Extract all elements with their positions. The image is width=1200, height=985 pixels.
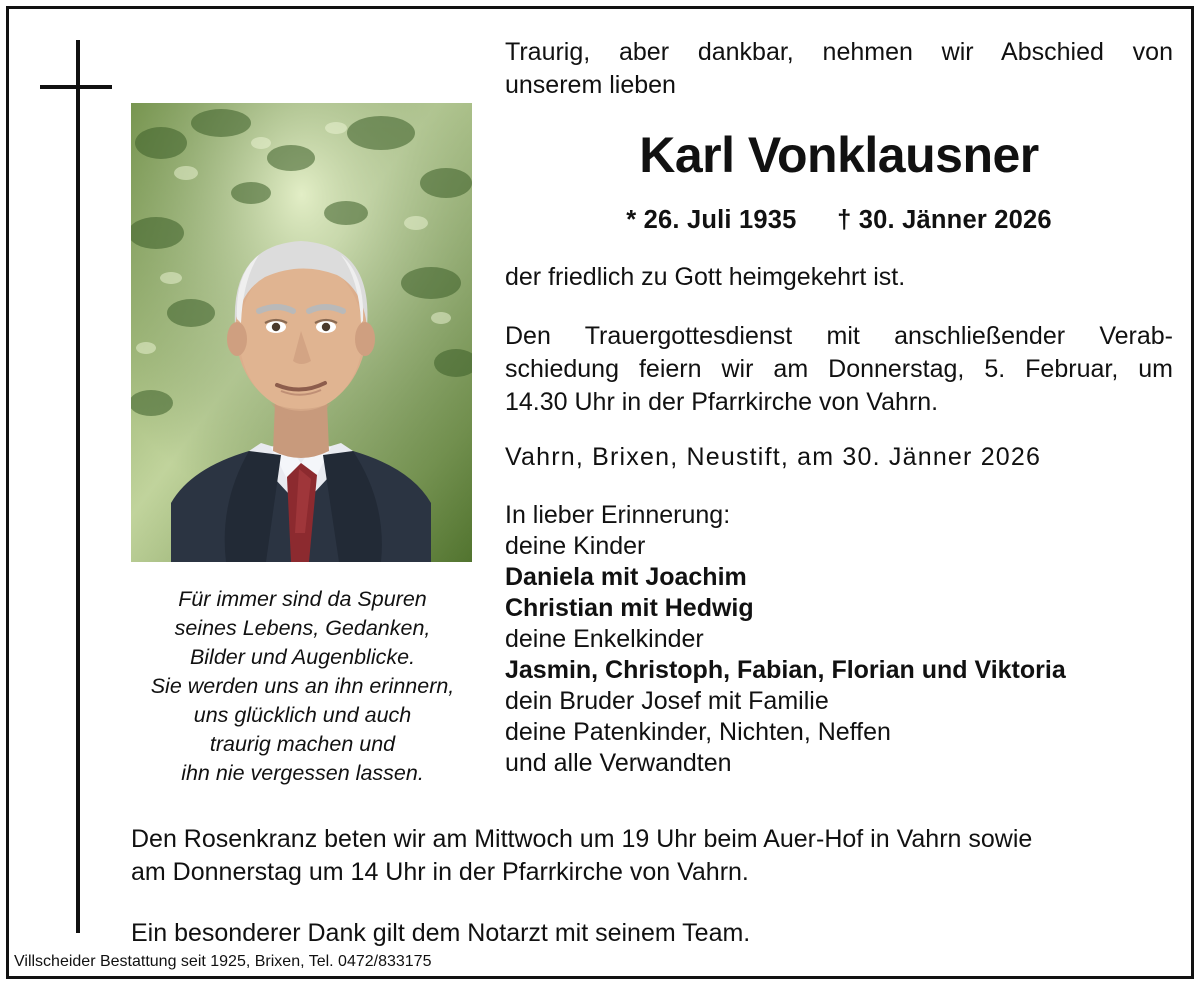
cross-vertical-bar [76,40,80,933]
passing-line: der friedlich zu Gott heimgekehrt ist. [505,263,906,291]
death-date: † 30. Jänner 2026 [837,206,1052,234]
memory-line: deine Kinder [505,532,646,560]
bottom-notes [131,823,1171,950]
rosary-line-2: am Donnerstag um 14 Uhr in der Pfarrkirche von Vahrn. [131,858,749,886]
memory-line: und alle Verwandten [505,749,732,777]
memory-line: deine Patenkinder, Nichten, Neffen [505,718,891,746]
memory-line: deine Enkelkinder [505,625,704,653]
deceased-name: Karl Vonklausner [639,127,1039,183]
life-dates [505,206,1173,235]
memory-line [505,593,1173,624]
memory-name: Daniela mit Joachim [505,563,747,591]
rosary-line-1: Den Rosenkranz beten wir am Mittwoch um 19 Uhr beim Auer-Hof in Vahrn sowie [131,825,1033,853]
survivors-list [505,500,1173,779]
portrait-photo [131,103,472,562]
cross-symbol [40,40,112,940]
verse-line: Für immer sind da Spuren [178,587,427,611]
verse-line: Sie werden uns an ihn erinnern, [150,674,455,698]
memory-name: Jasmin, Christoph, Fabian, Florian und Viktoria [505,656,1066,684]
intro-line-1: Traurig, aber dankbar, nehmen wir Abschied von [505,38,1173,66]
verse-line: Bilder und Augenblicke. [189,645,416,669]
memory-line [505,562,1173,593]
service-line-1: Den Trauergottesdienst mit anschließender Verab- [505,322,1173,350]
intro-text [505,36,1173,102]
service-line-2: schiedung feiern wir am Donnerstag, 5. Februar, um [505,355,1173,383]
birth-date: * 26. Juli 1935 [626,206,797,234]
verse-line: traurig machen und [209,732,396,756]
thanks-note: Ein besonderer Dank gilt dem Notarzt mit seinem Team. [131,919,751,947]
memory-name: Christian mit Hedwig [505,594,754,622]
notice-text-column [505,36,1173,779]
rosary-note [131,823,1171,889]
memorial-verse [120,585,485,788]
funeral-service-text [505,320,1173,419]
verse-line: seines Lebens, Gedanken, [174,616,431,640]
intro-line-2: unserem lieben [505,71,676,99]
funeral-home-credit: Villscheider Bestattung seit 1925, Brixen, Tel. 0472/833175 [14,953,432,970]
memory-line [505,655,1173,686]
place-and-date: Vahrn, Brixen, Neustift, am 30. Jänner 2026 [505,443,1042,471]
memory-line: dein Bruder Josef mit Familie [505,687,829,715]
verse-line: ihn nie vergessen lassen. [181,761,424,785]
cross-horizontal-bar [40,85,112,89]
memory-heading: In lieber Erinnerung: [505,501,731,529]
verse-line: uns glücklich und auch [193,703,412,727]
service-line-3: 14.30 Uhr in der Pfarrkirche von Vahrn. [505,388,939,416]
